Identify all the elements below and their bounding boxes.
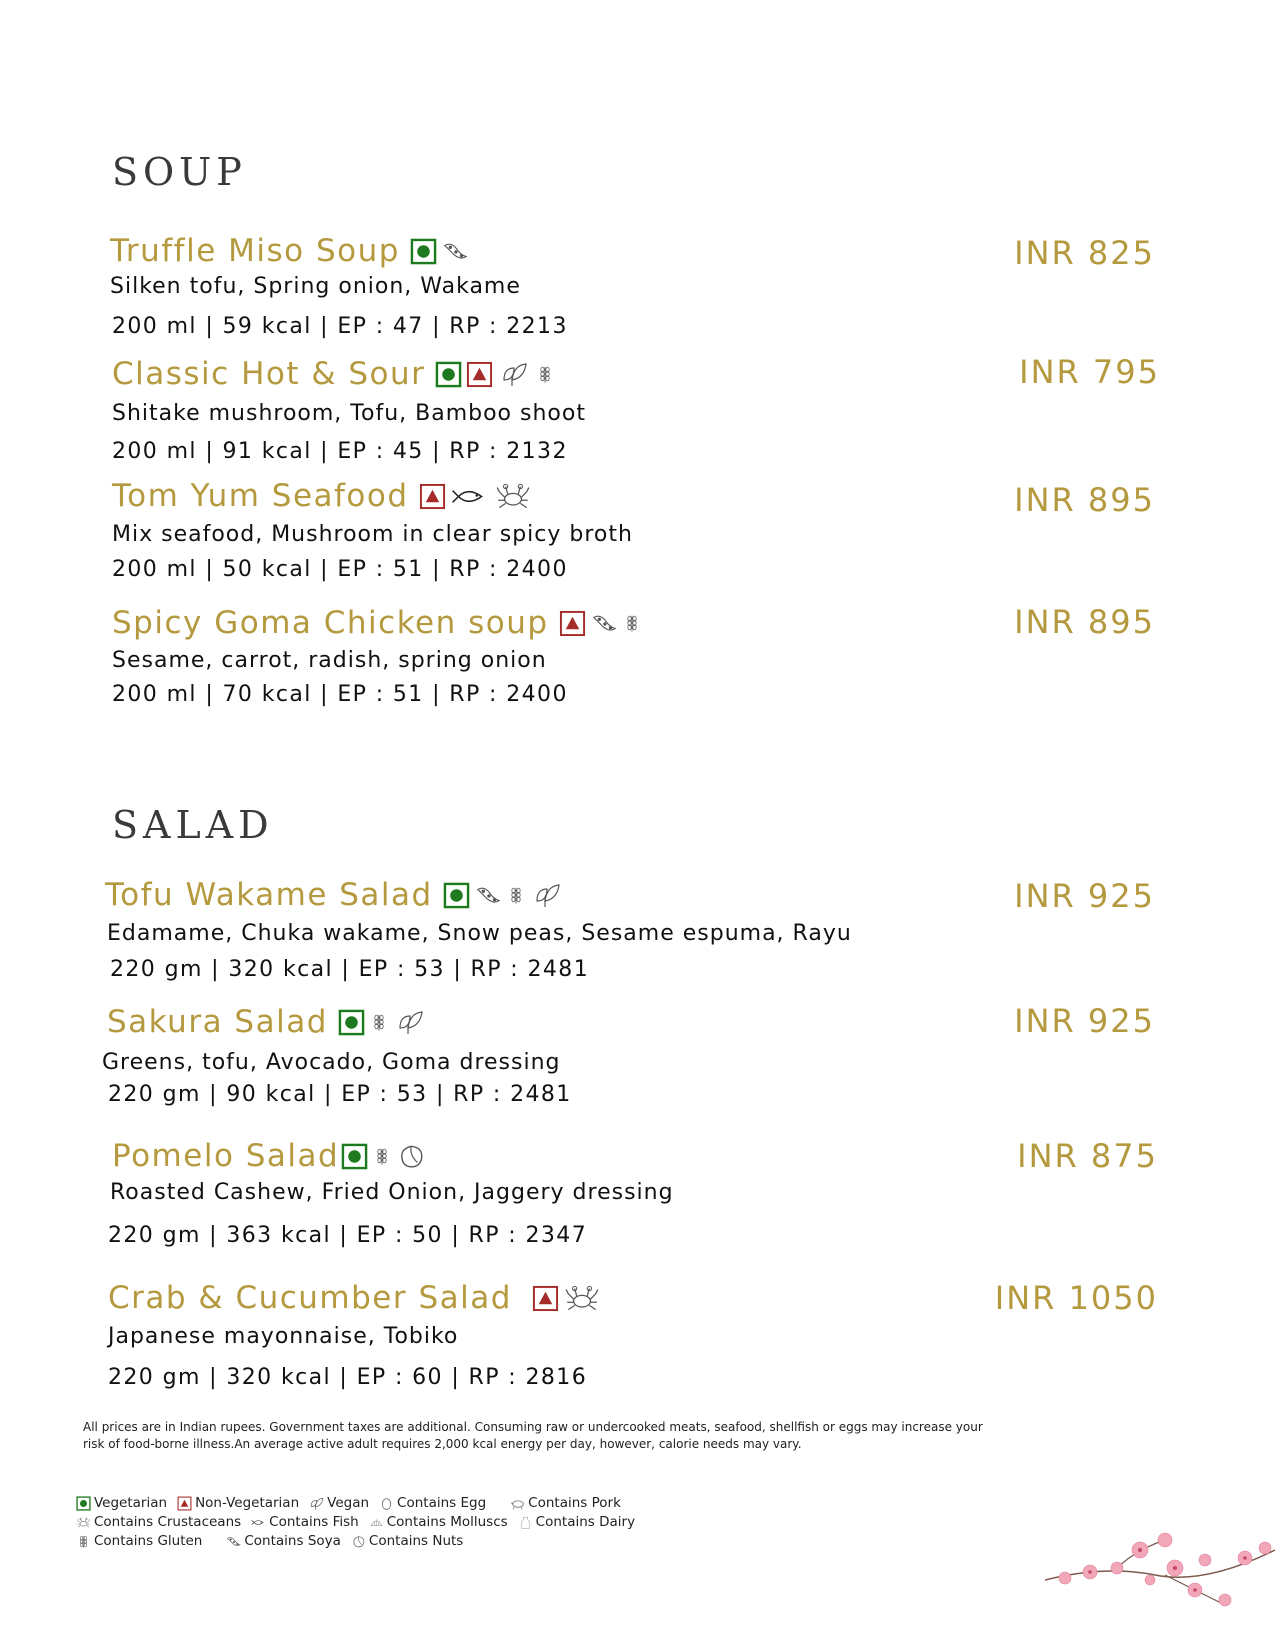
item-icons: [341, 1141, 426, 1171]
item-description: Shitake mushroom, Tofu, Bamboo shoot: [112, 401, 586, 426]
vegan-icon: [497, 360, 531, 388]
item-icons: [419, 481, 532, 511]
item-price: INR 895: [1014, 603, 1155, 641]
legend-item-vegetarian: [76, 1494, 167, 1513]
gluten-icon: [622, 609, 642, 637]
item-name: Crab & Cucumber Salad: [108, 1280, 512, 1316]
item-price: INR 795: [1019, 353, 1160, 391]
non-veg-icon: [559, 610, 586, 637]
dairy-icon: [518, 1515, 533, 1530]
item-price: INR 875: [1017, 1137, 1158, 1175]
vegan-icon: [530, 881, 564, 909]
item-price: INR 895: [1014, 481, 1155, 519]
item-icons: [443, 881, 564, 909]
item-name: Sakura Salad: [107, 1004, 328, 1040]
item-icons: [410, 238, 469, 265]
legend-item-pork: [510, 1494, 621, 1513]
legend-item-non-vegetarian: [177, 1494, 299, 1513]
item-nutrition: 200 ml | 50 kcal | EP : 51 | RP : 2400: [112, 557, 568, 582]
item-name: Spicy Goma Chicken soup: [112, 605, 549, 641]
item-name: Truffle Miso Soup: [110, 233, 400, 269]
legend-item-dairy: [518, 1513, 635, 1532]
legend-item-gluten: [76, 1532, 202, 1551]
item-description: Greens, tofu, Avocado, Goma dressing: [102, 1050, 561, 1075]
item-name: Classic Hot & Sour: [112, 356, 426, 392]
item-nutrition: 220 gm | 90 kcal | EP : 53 | RP : 2481: [108, 1082, 572, 1107]
item-price: INR 925: [1014, 1002, 1155, 1040]
gluten-icon: [369, 1008, 389, 1036]
veg-icon: [341, 1143, 368, 1170]
legend-item-nuts: [351, 1532, 463, 1551]
gluten-icon: [535, 360, 555, 388]
item-description: Roasted Cashew, Fried Onion, Jaggery dressing: [110, 1180, 674, 1205]
gluten-icon: [372, 1142, 392, 1170]
soya-icon: [590, 610, 618, 636]
cherry-blossom-decoration: [1045, 1520, 1275, 1610]
legend-label: Vegan: [327, 1495, 370, 1511]
fish-icon: [251, 1515, 266, 1530]
legend-item-soya: [226, 1532, 341, 1551]
non-veg-icon: [466, 361, 493, 388]
item-description: Sesame, carrot, radish, spring onion: [112, 648, 547, 673]
item-icons: [532, 1283, 601, 1313]
vegan-icon: [309, 1496, 324, 1511]
veg-icon: [435, 361, 462, 388]
pork-icon: [510, 1496, 525, 1511]
veg-icon: [443, 882, 470, 909]
item-nutrition: 220 gm | 320 kcal | EP : 60 | RP : 2816: [108, 1365, 588, 1390]
legend-label: Contains Dairy: [535, 1514, 636, 1530]
item-icons: [559, 609, 642, 637]
item-nutrition: 200 ml | 59 kcal | EP : 47 | RP : 2213: [112, 314, 568, 339]
item-icons: [435, 360, 555, 388]
legend-label: Contains Fish: [269, 1514, 359, 1530]
legend-label: Contains Crustaceans: [94, 1514, 242, 1530]
item-description: Edamame, Chuka wakame, Snow peas, Sesame espuma, Rayu: [107, 921, 852, 946]
legend-label: Contains Pork: [528, 1495, 621, 1511]
legend-row: [76, 1494, 796, 1513]
legend-label: Non-Vegetarian: [195, 1495, 300, 1511]
item-nutrition: 200 ml | 70 kcal | EP : 51 | RP : 2400: [112, 682, 568, 707]
item-name: Tom Yum Seafood: [112, 478, 409, 514]
gluten-icon: [76, 1534, 91, 1549]
soya-icon: [474, 882, 502, 908]
legend-label: Contains Soya: [244, 1533, 341, 1549]
gluten-icon: [506, 881, 526, 909]
item-description: Japanese mayonnaise, Tobiko: [108, 1324, 459, 1349]
soya-icon: [441, 238, 469, 264]
item-price: INR 825: [1014, 234, 1155, 272]
legend-row: [76, 1513, 796, 1532]
footnote-disclaimer: All prices are in Indian rupees. Government taxes are additional. Consuming raw or undercooked meats, seafood, shellfish or eggs may increase your risk of food-borne illness.An average active adult requires 2,000 kcal energy per day, however, calorie needs may vary.: [83, 1420, 983, 1451]
legend-row: [76, 1532, 796, 1551]
crustacean-icon: [494, 481, 532, 511]
nuts-icon: [396, 1141, 426, 1171]
non-veg-icon: [177, 1496, 192, 1511]
legend-label: Vegetarian: [94, 1495, 168, 1511]
item-description: Silken tofu, Spring onion, Wakame: [110, 274, 521, 299]
item-name: Pomelo Salad: [112, 1138, 340, 1174]
veg-icon: [76, 1496, 91, 1511]
egg-icon: [379, 1496, 394, 1511]
nuts-icon: [351, 1534, 366, 1549]
legend-item-fish: [251, 1513, 359, 1532]
vegan-icon: [393, 1008, 427, 1036]
item-nutrition: 200 ml | 91 kcal | EP : 45 | RP : 2132: [112, 439, 568, 464]
section-title-salad: SALAD: [112, 803, 274, 847]
legend-item-egg: [379, 1494, 486, 1513]
non-veg-icon: [419, 483, 446, 510]
legend-item-crustaceans: [76, 1513, 241, 1532]
item-price: INR 1050: [994, 1279, 1158, 1317]
non-veg-icon: [532, 1285, 559, 1312]
veg-icon: [410, 238, 437, 265]
crustacean-icon: [563, 1283, 601, 1313]
item-price: INR 925: [1014, 877, 1155, 915]
item-name: Tofu Wakame Salad: [105, 877, 433, 913]
legend-label: Contains Nuts: [368, 1533, 464, 1549]
legend-label: Contains Gluten: [94, 1533, 203, 1549]
legend-label: Contains Molluscs: [386, 1514, 508, 1530]
crustacean-icon: [76, 1515, 91, 1530]
soya-icon: [226, 1534, 241, 1549]
section-title-soup: SOUP: [112, 150, 247, 194]
item-nutrition: 220 gm | 320 kcal | EP : 53 | RP : 2481: [110, 957, 590, 982]
legend-item-vegan: [309, 1494, 369, 1513]
mollusc-icon: [369, 1515, 384, 1530]
legend-item-molluscs: [369, 1513, 508, 1532]
item-icons: [338, 1008, 427, 1036]
dietary-legend: [76, 1494, 796, 1551]
item-nutrition: 220 gm | 363 kcal | EP : 50 | RP : 2347: [108, 1223, 588, 1248]
fish-icon: [450, 483, 490, 510]
item-description: Mix seafood, Mushroom in clear spicy broth: [112, 522, 633, 547]
legend-label: Contains Egg: [397, 1495, 487, 1511]
veg-icon: [338, 1009, 365, 1036]
